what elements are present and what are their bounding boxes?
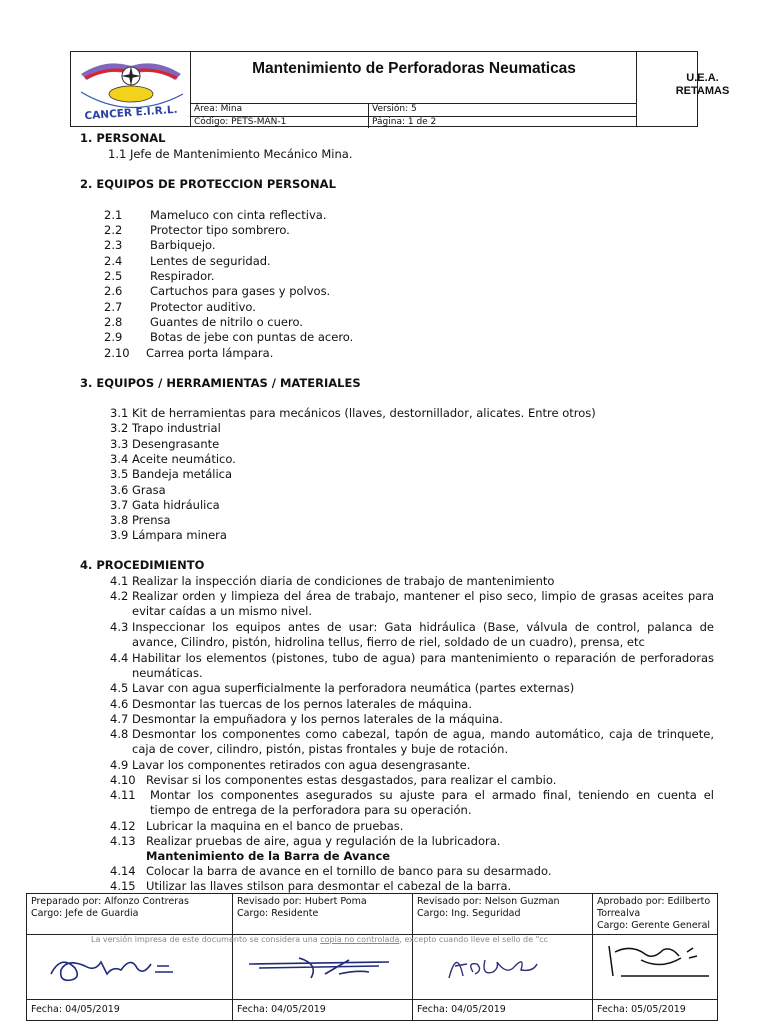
procedure-text: Utilizar las llaves stilson para desmontar el cabezal de la barra. xyxy=(146,879,512,893)
footer-person: Revisado por: Hubert Poma xyxy=(237,896,367,907)
epp-item-number: 2.8 xyxy=(104,315,123,329)
epp-item-number: 2.3 xyxy=(104,238,123,252)
document-title: Mantenimiento de Perforadoras Neumaticas xyxy=(252,60,576,77)
section-personal-heading: 1. PERSONAL xyxy=(80,131,166,145)
signature-icon xyxy=(601,936,713,982)
procedure-number: 4.8 xyxy=(110,727,129,741)
page-label: Página: 1 de 2 xyxy=(369,116,637,128)
section-procedure-heading: 4. PROCEDIMIENTO xyxy=(80,558,205,572)
procedure-text: Habilitar los elementos (pistones, tubo de agua) para mantenimiento o reparación de perforadoras neumáticas. xyxy=(132,651,714,681)
procedure-text: Colocar la barra de avance en el tornillo de banco para su desarmado. xyxy=(146,864,552,878)
procedure-text: Lavar los componentes retirados con agua desengrasante. xyxy=(132,758,471,772)
procedure-text: Montar los componentes asegurados su ajuste para el armado final, teniendo en cuenta el tiempo de entrega de la perforadora para su operación. xyxy=(150,788,714,818)
epp-item-number: 2.6 xyxy=(104,284,123,298)
footer-col-prepared xyxy=(27,894,233,1021)
epp-item-text: Respirador. xyxy=(150,269,215,283)
footer-role xyxy=(597,896,710,932)
tools-item: 3.5 Bandeja metálica xyxy=(110,467,233,481)
logo-graphic xyxy=(71,52,191,127)
footer-role xyxy=(417,896,560,920)
company-logo xyxy=(71,52,191,127)
epp-item-text: Protector auditivo. xyxy=(150,300,256,314)
notice-text: , excepto cuando lleve el sello de "cc xyxy=(399,935,549,944)
footer-date: Fecha: 05/05/2019 xyxy=(597,1004,686,1015)
signature-icon xyxy=(437,942,547,986)
procedure-number: 4.14 xyxy=(110,864,136,878)
header-meta xyxy=(191,103,637,127)
footer-position: Cargo: Ing. Seguridad xyxy=(417,908,521,919)
epp-item-text: Mameluco con cinta reflectiva. xyxy=(150,208,327,222)
epp-item-text: Botas de jebe con puntas de acero. xyxy=(150,330,354,344)
footer-divider xyxy=(27,999,717,1000)
header-middle xyxy=(191,52,637,127)
footer-position: Cargo: Residente xyxy=(237,908,319,919)
footer-col-reviewed-2 xyxy=(413,894,593,1021)
area-label: Área: Mina xyxy=(191,104,369,116)
unit-name: RETAMAS xyxy=(675,85,730,97)
procedure-number: 4.1 xyxy=(110,574,129,588)
procedure-text: Desmontar los componentes como cabezal, tapón de agua, mando automático, caja de trinquete, caja de cover, cilindro, pistón, pistas frontales y buje de rotación. xyxy=(132,727,714,757)
procedure-number: 4.2 xyxy=(110,589,129,603)
procedure-number: 4.4 xyxy=(110,651,129,665)
epp-item-text: Barbiquejo. xyxy=(150,238,216,252)
procedure-number: 4.9 xyxy=(110,758,129,772)
epp-item-number: 2.4 xyxy=(104,254,123,268)
procedure-number: 4.13 xyxy=(110,834,136,848)
unit-block xyxy=(637,72,768,98)
uea-label: U.E.A. xyxy=(686,72,719,84)
footer-person: Preparado por: Alfonzo Contreras xyxy=(31,896,189,907)
footer-role xyxy=(31,896,189,920)
procedure-number: 4.3 xyxy=(110,620,129,634)
footer-date: Fecha: 04/05/2019 xyxy=(417,1004,506,1015)
tools-item: 3.9 Lámpara minera xyxy=(110,528,227,542)
signature-icon xyxy=(41,944,191,988)
tools-item: 3.3 Desengrasante xyxy=(110,437,220,451)
tools-item: 3.7 Gata hidráulica xyxy=(110,498,220,512)
procedure-text: Revisar si los componentes estas desgastados, para realizar el cambio. xyxy=(146,773,557,787)
notice-link-text: copia no controlada xyxy=(320,935,400,944)
procedure-number: 4.5 xyxy=(110,681,129,695)
procedure-text: Lavar con agua superficialmente la perforadora neumática (partes externas) xyxy=(132,681,575,695)
section-tools-heading: 3. EQUIPOS / HERRAMIENTAS / MATERIALES xyxy=(80,376,361,390)
epp-item-number: 2.7 xyxy=(104,300,123,314)
notice-text: La versión impresa de este documento se considera una xyxy=(91,935,321,944)
section-epp-heading: 2. EQUIPOS DE PROTECCION PERSONAL xyxy=(80,177,336,191)
tools-item: 3.2 Trapo industrial xyxy=(110,421,221,435)
procedure-text: Realizar orden y limpieza del área de trabajo, mantener el piso seco, limpio de grasas aceites para evitar caídas a un mismo nivel. xyxy=(132,589,714,619)
procedure-number: 4.7 xyxy=(110,712,129,726)
uncontrolled-copy-notice xyxy=(91,935,548,944)
procedure-number: 4.11 xyxy=(110,788,136,802)
epp-item-text: Cartuchos para gases y polvos. xyxy=(150,284,331,298)
version-label: Versión: 5 xyxy=(372,104,417,114)
footer-date: Fecha: 04/05/2019 xyxy=(237,1004,326,1015)
footer-person-lastname: Torrealva xyxy=(597,908,641,919)
footer-date: Fecha: 04/05/2019 xyxy=(31,1004,120,1015)
procedure-text: Lubricar la maquina en el banco de pruebas. xyxy=(146,819,404,833)
epp-item-number: 2.5 xyxy=(104,269,123,283)
epp-item-text: Lentes de seguridad. xyxy=(150,254,271,268)
signature-icon xyxy=(239,944,409,988)
epp-item-text: Protector tipo sombrero. xyxy=(150,223,290,237)
procedure-number: 4.10 xyxy=(110,773,136,787)
header-right xyxy=(637,52,730,127)
procedure-text: Inspeccionar los equipos antes de usar: Gata hidráulica (Base, válvula de control, palanca de avance, Cilindro, pistón, hidrolina tellus, fierro de riel, soldado de un cuadro), prensa, etc xyxy=(132,620,714,650)
tools-item: 3.1 Kit de herramientas para mecánicos (llaves, destornillador, alicates. Entre otros) xyxy=(110,406,596,420)
signature-footer xyxy=(26,893,718,1021)
footer-role xyxy=(237,896,367,920)
footer-person: Revisado por: Nelson Guzman xyxy=(417,896,560,907)
procedure-number: 4.12 xyxy=(110,819,136,833)
footer-person: Aprobado por: Edilberto xyxy=(597,896,711,907)
procedure-text: Desmontar las tuercas de los pernos laterales de máquina. xyxy=(132,697,472,711)
procedure-number: 4.15 xyxy=(110,879,136,893)
epp-item-number: 2.9 xyxy=(104,330,123,344)
document-header xyxy=(70,51,730,127)
personal-item: 1.1 Jefe de Mantenimiento Mecánico Mina. xyxy=(108,147,353,161)
epp-item-number: 2.2 xyxy=(104,223,123,237)
procedure-text: Realizar la inspección diaria de condiciones de trabajo de mantenimiento xyxy=(132,574,555,588)
tools-item: 3.8 Prensa xyxy=(110,513,171,527)
procedure-subheading: Mantenimiento de la Barra de Avance xyxy=(146,849,391,863)
footer-col-approved xyxy=(593,894,718,1021)
footer-position: Cargo: Jefe de Guardia xyxy=(31,908,139,919)
svg-text:CANCER E.I.R.L.: CANCER E.I.R.L. xyxy=(84,103,178,123)
tools-item: 3.4 Aceite neumático. xyxy=(110,452,236,466)
footer-position: Cargo: Gerente General xyxy=(597,920,711,931)
procedure-text: Desmontar la empuñadora y los pernos laterales de la máquina. xyxy=(132,712,503,726)
footer-col-reviewed-1 xyxy=(233,894,413,1021)
code-label: Código: PETS-MAN-1 xyxy=(191,116,369,128)
procedure-number: 4.6 xyxy=(110,697,129,711)
procedure-text: Realizar pruebas de aire, agua y regulación de la lubricadora. xyxy=(146,834,501,848)
epp-item-text: Carrea porta lámpara. xyxy=(146,346,274,360)
epp-item-number: 2.1 xyxy=(104,208,123,222)
tools-item: 3.6 Grasa xyxy=(110,483,166,497)
epp-item-number: 2.10 xyxy=(104,346,130,360)
epp-item-text: Guantes de nitrilo o cuero. xyxy=(150,315,303,329)
